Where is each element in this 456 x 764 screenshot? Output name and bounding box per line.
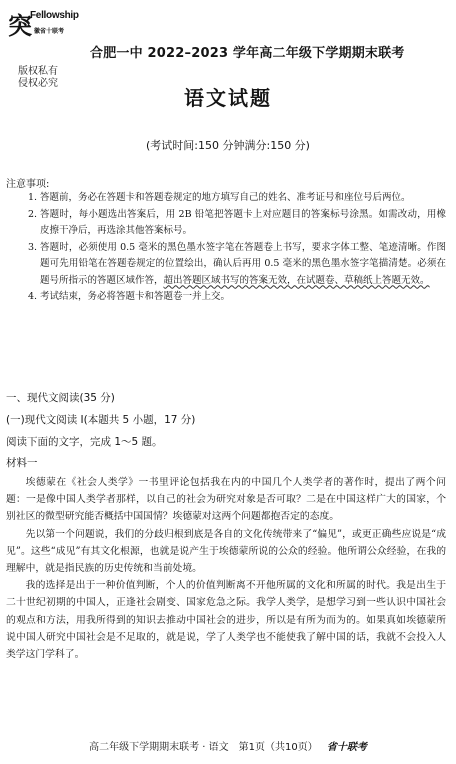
note-text: 答题时，必须使用 0.5 毫米的黑色墨水签字笔在答题卷上书写，要求字体工整、笔迹清晰。作图题可先用铅笔在答题卷规定的位置绘出，确认后再用 0.5 毫米的黑色墨水签字笔描清楚。必须在题号所指示的答题区域作答， [40, 241, 446, 286]
note-item [28, 240, 446, 290]
fellowship-logo [8, 8, 88, 68]
page-footer [0, 738, 456, 753]
subject-title: 语文试题 [184, 86, 272, 110]
material-label: 材料一 [6, 457, 38, 469]
passage-paragraph: 埃德蒙在《社会人类学》一书里评论包括我在内的中国几个人类学者的著作时，提出了两个问题：一是像中国人类学者那样，以自己的社会为研究对象是否可取？二是在中国这样广大的国家，个别社区的微型研究能否概括中国国情？埃德蒙对这两个问题都抱否定的态度。 [6, 477, 446, 523]
note-number: 2. [28, 208, 38, 220]
copyright-line-1: 版权私有 [18, 66, 58, 77]
footer-text: 高二年级下学期期末联考 · 语文 第1页（共10页） [89, 742, 318, 753]
notes-list [28, 190, 446, 306]
exam-time-info: (考试时间:150 分钟满分:150 分) [146, 139, 310, 152]
note-text: 考试结束，务必将答题卡和答题卷一并上交。 [40, 291, 231, 302]
note-number: 3. [28, 241, 38, 253]
passage-paragraph: 我的选择是出于一种价值判断，个人的价值判断离不开他所属的文化和所属的时代。我是出生于二十世纪初期的中国人，正逢社会剧变、国家危急之际。我学人类学，是想学习到一些认识中国社会的观点和方法，用我所得到的知识去推动中国社会的进步，所以是有所为而为的。如果真如埃德蒙所说中国人研究中国社会是不足取的，就是说，学了人类学也不能使我了解中国的话，我就不会投入人类学这门学科了。 [6, 580, 446, 661]
note-item [28, 289, 446, 306]
notes-heading: 注意事项: [6, 179, 50, 190]
logo-mark: 突 [8, 11, 32, 40]
passage-paragraph: 先以第一个问题说，我们的分歧归根到底是各自的文化传统带来了“偏见”，或更正确些应说是“成见”。这些“成见”有其文化根源，也就是说产生于埃德蒙所说的公众的经验。他所谓公众经验，在我的理解中，就是指民族的历史传统和当前处境。 [6, 528, 446, 575]
note-item [28, 207, 446, 240]
note-item [28, 190, 446, 207]
note-number: 4. [28, 291, 38, 302]
note-text-emphasis: 超出答题区域书写的答案无效，在试题卷、草稿纸上答题无效。 [163, 274, 430, 286]
logo-brand: Fellowship [30, 10, 79, 21]
logo-subtitle: 徽省十联考 [34, 28, 65, 35]
note-number: 1. [28, 192, 38, 203]
section-heading: 一、现代文阅读(35 分) [6, 392, 115, 404]
subsection-heading: (一)现代文阅读 I(本题共 5 小题，17 分) [6, 414, 196, 426]
footer-brand: 省十联考 [326, 742, 367, 753]
reading-instruction: 阅读下面的文字，完成 1～5 题。 [6, 436, 163, 448]
note-text: 答题时，每小题选出答案后，用 2B 铅笔把答题卡上对应题目的答案标号涂黑。如需改动，用橡皮擦干净后，再选涂其他答案标号。 [40, 208, 446, 236]
copyright-line-2: 侵权必究 [18, 78, 58, 89]
exam-title: 合肥一中 2022–2023 学年高二年级下学期期末联考 [90, 46, 405, 61]
reading-passage [6, 474, 446, 663]
note-text: 答题前，务必在答题卡和答题卷规定的地方填写自己的姓名、准考证号和座位号后两位。 [40, 192, 411, 203]
